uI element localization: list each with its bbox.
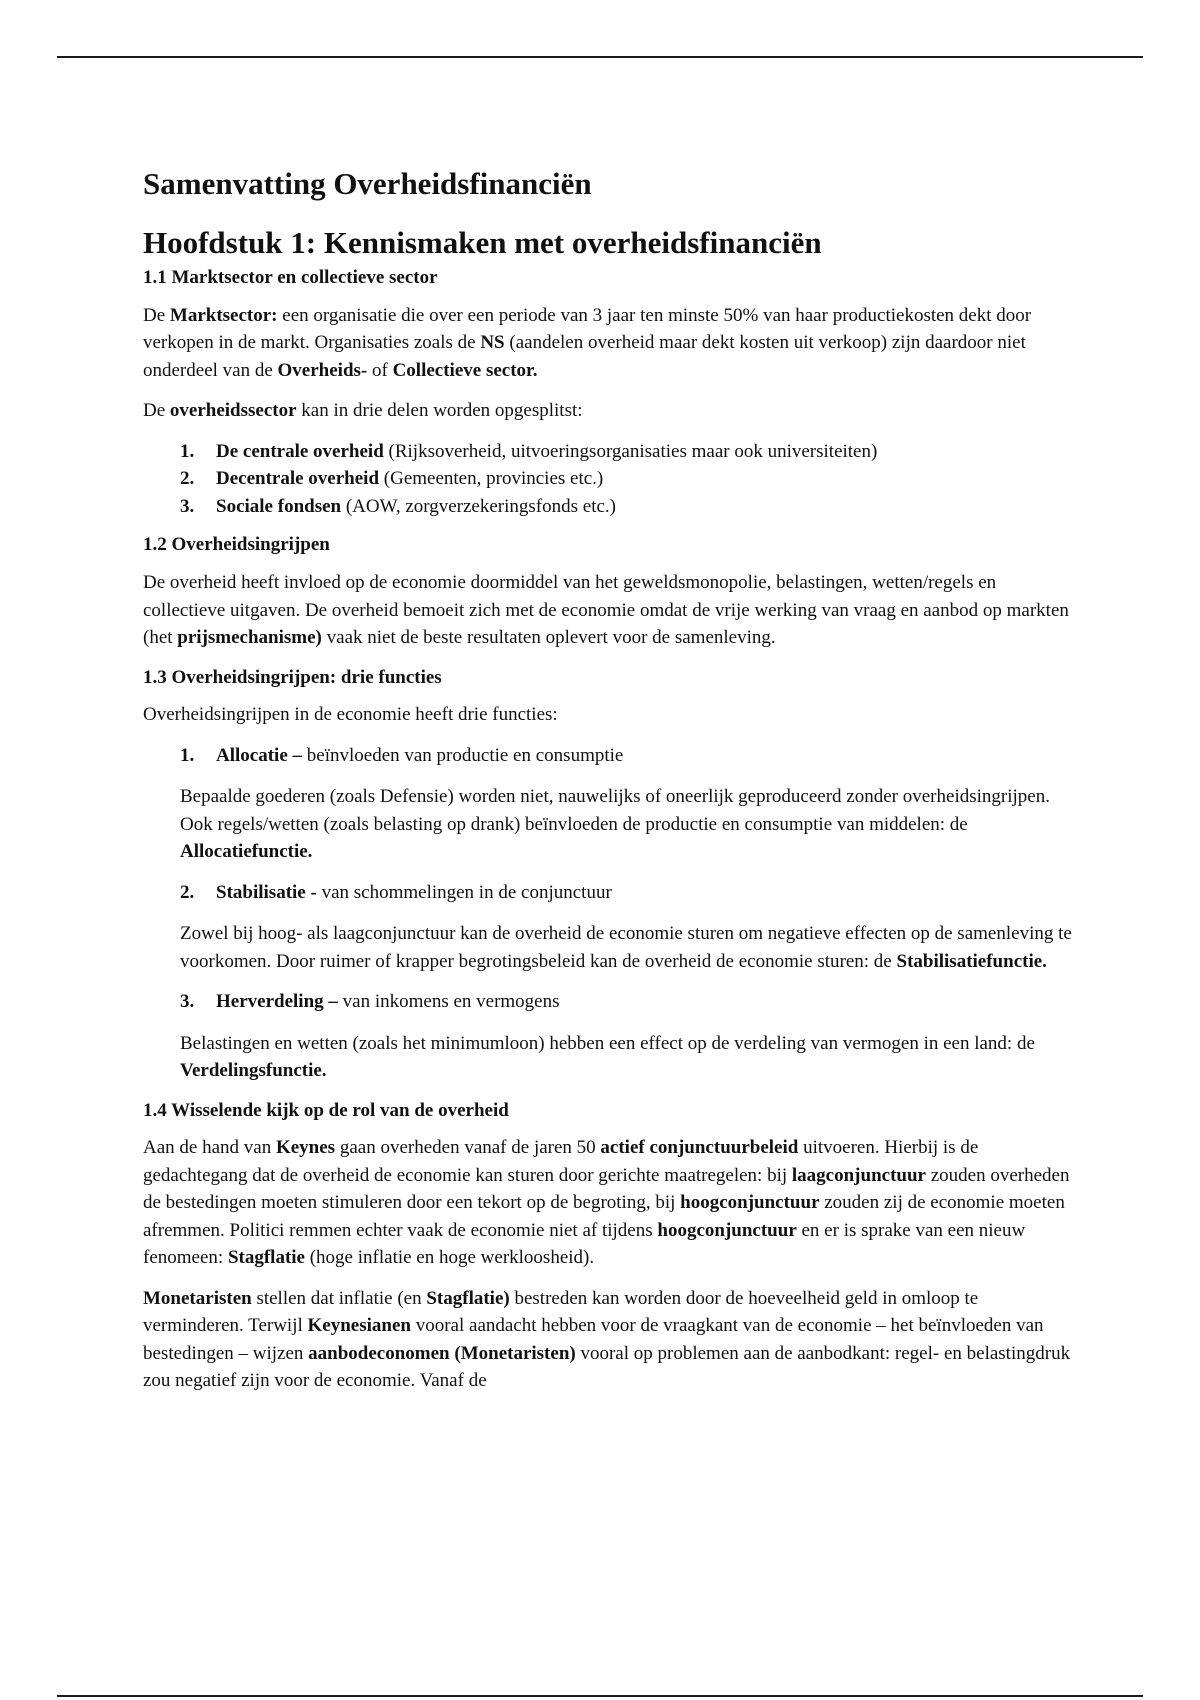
function-heading: 2. Stabilisatie - van schommelingen in de conjunctuur (180, 881, 612, 903)
section-1-4-heading: 1.4 Wisselende kijk op de rol van de overheid (143, 1099, 509, 1121)
document-body (143, 165, 1073, 1408)
list-item: 2. Decentrale overheid (Gemeenten, provincies etc.) (180, 468, 604, 490)
section-1-3-heading: 1.3 Overheidsingrijpen: drie functies (143, 666, 442, 688)
footer-rule (57, 1695, 1143, 1697)
section-1-2-heading: 1.2 Overheidsingrijpen (143, 534, 330, 556)
section-1-1-paragraph-2: De overheidssector kan in drie delen worden opgesplitst: (143, 400, 583, 422)
function-heading: 1. Allocatie – beïnvloeden van productie en consumptie (180, 744, 624, 766)
function-description: Belastingen en wetten (zoals het minimumloon) hebben een effect op de verdeling van vermogen in een land: de Verdelingsfunctie. (180, 1032, 1035, 1082)
section-1-4-paragraph-2: Monetaristen stellen dat inflatie (en Stagflatie) bestreden kan worden door de hoeveelheid geld in omloop te verminderen. Terwijl Keynesianen vooral aandacht hebben voor de vraagkant van de economie – het beïnvloeden van bestedingen – wijzen aanbodeconomen (Monetaristen) vooral op problemen aan de aanbodkant: regel- en belastingdruk zou negatief zijn voor de economie. Vanaf de (143, 1287, 1071, 1392)
section-1-2-paragraph: De overheid heeft invloed op de economie doormiddel van het geweldsmonopolie, belastingen, wetten/regels en collectieve uitgaven. De overheid bemoeit zich met de economie omdat de vrije werking van vraag en aanbod op markten (het prijsmechanisme) vaak niet de beste resultaten oplevert voor de samenleving. (143, 572, 1069, 649)
chapter-heading: Hoofdstuk 1: Kennismaken met overheidsfinanciën (143, 225, 822, 261)
function-stabilisatie (143, 879, 1073, 976)
sector-list (143, 438, 1073, 521)
function-description: Bepaalde goederen (zoals Defensie) worden niet, nauwelijks of oneerlijk geproduceerd zonder overheidsingrijpen. Ook regels/wetten (zoals belasting op drank) beïnvloeden de productie en consumptie van middelen: de Allocatiefunctie. (180, 786, 1050, 863)
section-1-4-paragraph-1: Aan de hand van Keynes gaan overheden vanaf de jaren 50 actief conjunctuurbeleid uitvoeren. Hierbij is de gedachtegang dat de overheid de economie kan sturen door gerichte maatregelen: bij laagconjunctuur zouden overheden de bestedingen moeten stimuleren door een tekort op de begroting, bij hoogconjunctuur zouden zij de economie moeten afremmen. Politici remmen echter vaak de economie niet af tijdens hoogconjunctuur en er is sprake van een nieuw fenomeen: Stagflatie (hoge inflatie en hoge werkloosheid). (143, 1137, 1070, 1269)
section-1-1-paragraph-1: De Marktsector: een organisatie die over een periode van 3 jaar ten minste 50% van haar productiekosten dekt door verkopen in de markt. Organisaties zoals de NS (aandelen overheid maar dekt kosten uit verkoop) zijn daardoor niet onderdeel van de Overheids- of Collectieve sector. (143, 304, 1032, 381)
section-1-1-heading: 1.1 Marktsector en collectieve sector (143, 267, 438, 289)
list-item: 1. De centrale overheid (Rijksoverheid, uitvoeringsorganisaties maar ook universiteiten) (180, 440, 878, 462)
function-herverdeling (143, 988, 1073, 1085)
document-title: Samenvatting Overheidsfinanciën (143, 166, 592, 201)
list-item: 3. Sociale fondsen (AOW, zorgverzekeringsfonds etc.) (180, 495, 616, 517)
function-description: Zowel bij hoog- als laagconjunctuur kan de overheid de economie sturen om negatieve effecten op de samenleving te voorkomen. Door ruimer of krapper begrotingsbeleid kan de overheid de economie sturen: de Stabilisatiefunctie. (180, 923, 1072, 972)
section-1-3-intro: Overheidsingrijpen in de economie heeft drie functies: (143, 704, 558, 726)
header-rule (57, 56, 1143, 58)
function-allocatie (143, 742, 1073, 866)
function-heading: 3. Herverdeling – van inkomens en vermogens (180, 991, 560, 1013)
